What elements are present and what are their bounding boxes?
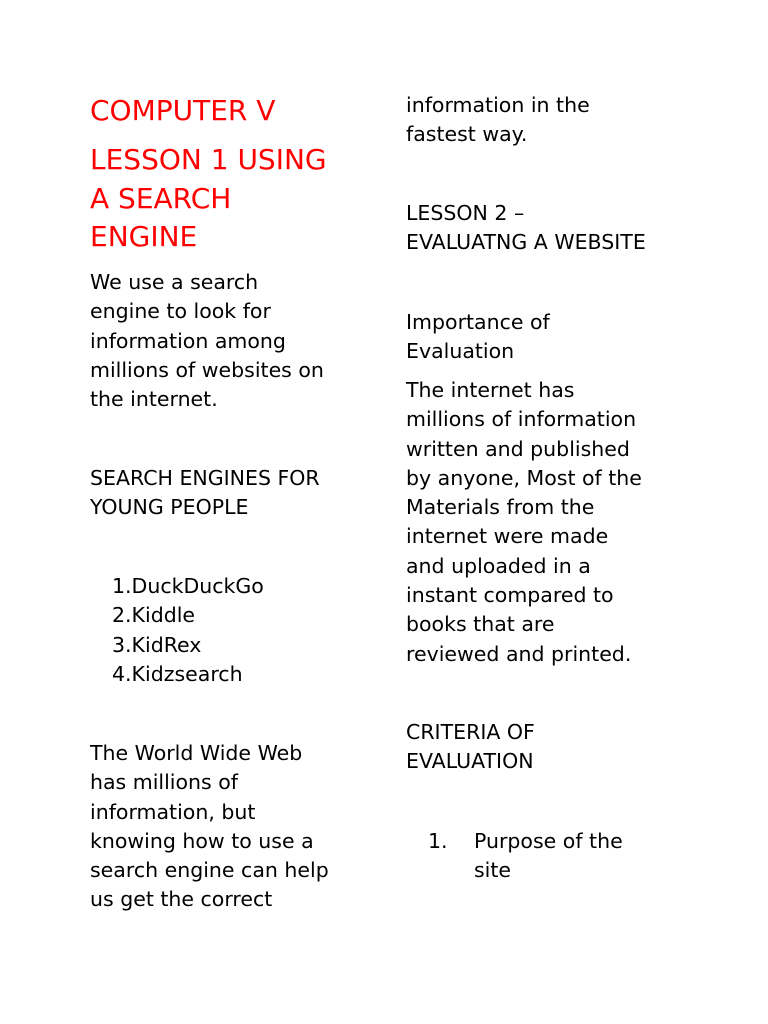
document-title: COMPUTER V <box>90 94 276 127</box>
importance-heading: Importance of Evaluation <box>406 310 550 364</box>
criteria-text: Purpose of the site <box>474 829 623 883</box>
continued-paragraph: information in the fastest way. <box>406 93 590 147</box>
www-paragraph: The World Wide Web has millions of information, but knowing how to use a search engine can help us get the correct <box>90 741 329 912</box>
search-engines-list <box>112 572 264 689</box>
list-item: 4.Kidzsearch <box>112 661 243 686</box>
search-engines-heading: SEARCH ENGINES FOR YOUNG PEOPLE <box>90 466 320 520</box>
criteria-heading: CRITERIA OF EVALUATION <box>406 720 535 774</box>
lesson2-heading: LESSON 2 – EVALUATNG A WEBSITE <box>406 201 646 255</box>
intro-paragraph: We use a search engine to look for information among millions of websites on the internet. <box>90 270 324 412</box>
criteria-number: 1. <box>428 829 448 853</box>
list-item: 3.KidRex <box>112 632 202 657</box>
importance-paragraph: The internet has millions of information written and published by anyone, Most of the Materials from the internet were made and uploaded in a instant compared to books that are reviewed and printed. <box>406 378 642 666</box>
list-item: 1.DuckDuckGo <box>112 574 264 598</box>
list-item: 2.Kiddle <box>112 603 196 628</box>
lesson1-heading: LESSON 1 USING A SEARCH ENGINE <box>90 143 327 253</box>
